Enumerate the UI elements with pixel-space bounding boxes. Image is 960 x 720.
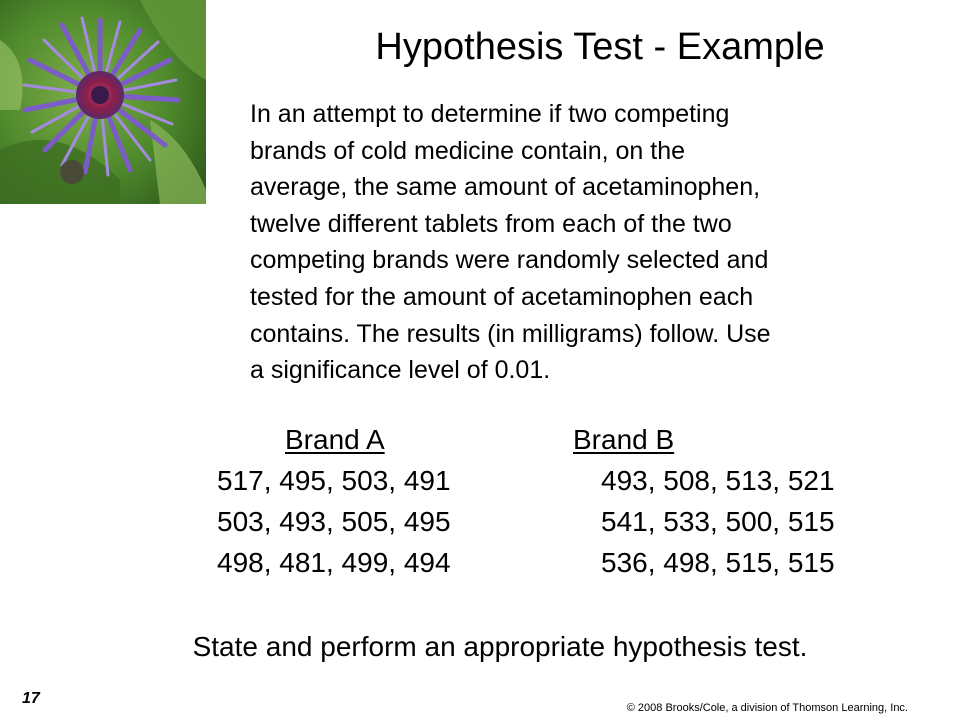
brand-a-row: 517, 495, 503, 491 xyxy=(217,465,451,496)
brand-a-row: 498, 481, 499, 494 xyxy=(217,547,451,578)
problem-line: twelve different tablets from each of the two xyxy=(250,209,732,238)
brand-b-row: 536, 498, 515, 515 xyxy=(601,547,835,578)
problem-line: a significance level of 0.01. xyxy=(250,356,551,385)
brand-b-column xyxy=(573,419,835,583)
copyright-notice: © 2008 Brooks/Cole, a division of Thomson Learning, Inc. xyxy=(626,702,908,714)
problem-statement xyxy=(250,96,940,389)
flower-image xyxy=(0,0,206,204)
problem-line: brands of cold medicine contain, on the xyxy=(250,136,685,165)
problem-line: average, the same amount of acetaminophen, xyxy=(250,173,761,202)
brand-a-row: 503, 493, 505, 495 xyxy=(217,506,451,537)
brand-b-header: Brand B xyxy=(573,424,675,455)
problem-line: In an attempt to determine if two competing xyxy=(250,100,730,128)
brand-b-row: 493, 508, 513, 521 xyxy=(601,465,835,496)
slide-number: 17 xyxy=(22,690,40,707)
problem-line: competing brands were randomly selected and xyxy=(250,246,769,275)
brand-b-row: 541, 533, 500, 515 xyxy=(601,506,835,537)
problem-line: tested for the amount of acetaminophen each xyxy=(250,282,754,311)
slide-title: Hypothesis Test - Example xyxy=(375,26,825,68)
brand-a-header: Brand A xyxy=(285,424,385,455)
task-instruction: State and perform an appropriate hypothesis test. xyxy=(192,631,808,662)
problem-line: contains. The results (in milligrams) follow. Use xyxy=(250,319,771,348)
cornflower-photo xyxy=(0,0,206,204)
brand-a-column xyxy=(217,419,451,583)
